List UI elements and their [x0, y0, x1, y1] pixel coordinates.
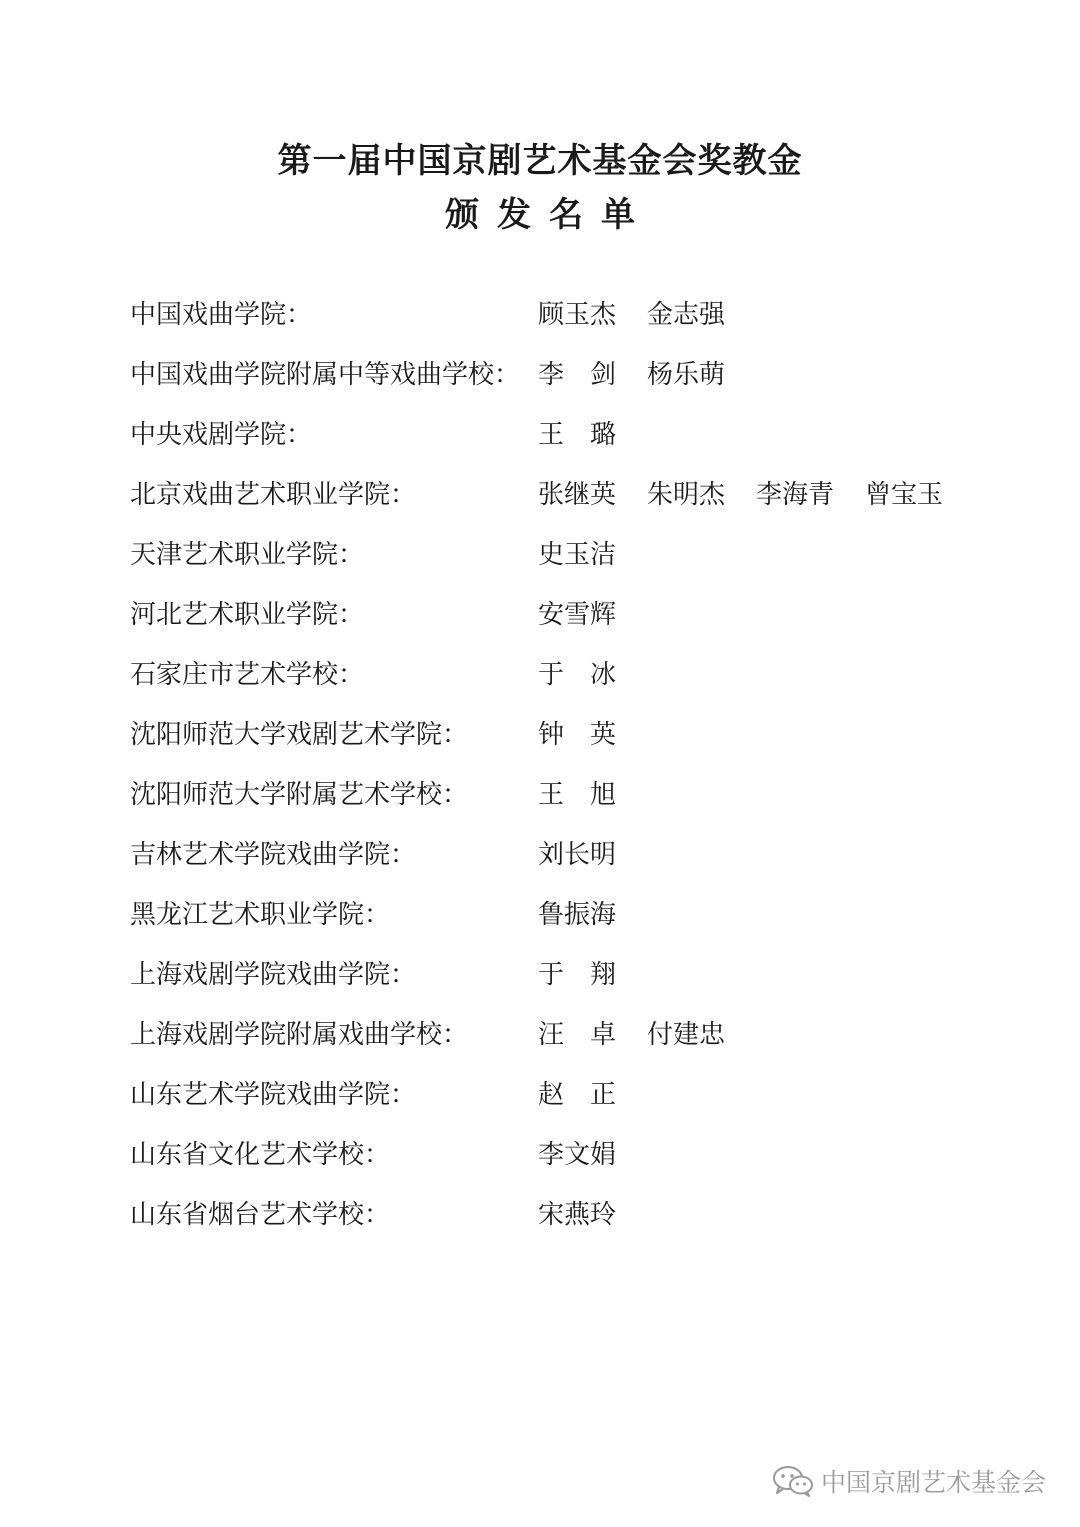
recipient-name: 钟 英: [538, 719, 617, 750]
recipient-name: 史玉洁: [538, 539, 617, 570]
school-name: 中国戏曲学院：: [130, 299, 313, 330]
recipient-names: [538, 1134, 647, 1171]
school-name: 天津艺术职业学院：: [130, 539, 365, 570]
school-name: 山东省烟台艺术学校：: [130, 1199, 391, 1230]
recipient-names: [538, 354, 756, 391]
document-title: [0, 138, 1080, 238]
recipient-names: [538, 714, 647, 751]
award-row: [130, 762, 1010, 822]
recipient-names: [538, 1074, 647, 1111]
recipient-name: 宋燕玲: [538, 1199, 617, 1230]
award-row: [130, 942, 1010, 1002]
recipient-names: [538, 594, 647, 631]
award-row: [130, 702, 1010, 762]
recipient-name: 安雪辉: [538, 599, 617, 630]
recipient-name: 汪 卓: [538, 1019, 617, 1050]
recipient-name: 于 翔: [538, 959, 617, 990]
recipient-name: 刘长明: [538, 839, 617, 870]
award-row: [130, 642, 1010, 702]
award-row: [130, 462, 1010, 522]
school-name: 吉林艺术学院戏曲学院：: [130, 839, 417, 870]
award-row: [130, 822, 1010, 882]
school-name: 山东艺术学院戏曲学院：: [130, 1079, 417, 1110]
recipient-name: 王 璐: [538, 419, 617, 450]
recipient-names: [538, 654, 647, 691]
school-name: 沈阳师范大学附属艺术学校：: [130, 779, 469, 810]
award-row: [130, 402, 1010, 462]
title-main: 第一届中国京剧艺术基金会奖教金: [277, 141, 803, 181]
recipient-names: [538, 834, 647, 871]
award-row: [130, 882, 1010, 942]
recipient-name: 于 冰: [538, 659, 617, 690]
award-row: [130, 1182, 1010, 1242]
title-subtitle: 颁发名单: [445, 195, 653, 235]
school-name: 上海戏剧学院戏曲学院：: [130, 959, 417, 990]
recipient-names: [538, 294, 756, 331]
recipient-name: 李海青: [756, 479, 835, 510]
recipient-name: 李文娟: [538, 1139, 617, 1170]
award-row: [130, 282, 1010, 342]
recipient-name: 付建忠: [647, 1019, 726, 1050]
recipient-name: 李 剑: [538, 359, 617, 390]
award-row: [130, 582, 1010, 642]
award-row: [130, 1122, 1010, 1182]
award-row: [130, 1062, 1010, 1122]
award-list: [130, 282, 1010, 1242]
recipient-name: 张继英: [538, 479, 617, 510]
school-name: 黑龙江艺术职业学院：: [130, 899, 391, 930]
school-name: 石家庄市艺术学校：: [130, 659, 365, 690]
award-row: [130, 1002, 1010, 1062]
recipient-names: [538, 1014, 756, 1051]
recipient-names: [538, 474, 974, 511]
school-name: 中国戏曲学院附属中等戏曲学校：: [130, 359, 521, 390]
award-row: [130, 342, 1010, 402]
recipient-names: [538, 774, 647, 811]
recipient-names: [538, 1194, 647, 1231]
recipient-names: [538, 534, 647, 571]
watermark-text: 中国京剧艺术基金会: [820, 1468, 1046, 1497]
school-name: 河北艺术职业学院：: [130, 599, 365, 630]
recipient-names: [538, 894, 647, 931]
recipient-name: 顾玉杰: [538, 299, 617, 330]
award-row: [130, 522, 1010, 582]
recipient-name: 金志强: [647, 299, 726, 330]
school-name: 上海戏剧学院附属戏曲学校：: [130, 1019, 469, 1050]
watermark: [771, 1463, 1046, 1499]
wechat-icon: [771, 1464, 815, 1498]
school-name: 中央戏剧学院：: [130, 419, 313, 450]
recipient-name: 曾宝玉: [865, 479, 944, 510]
recipient-name: 鲁振海: [538, 899, 617, 930]
recipient-name: 王 旭: [538, 779, 617, 810]
recipient-names: [538, 954, 647, 991]
school-name: 北京戏曲艺术职业学院：: [130, 479, 417, 510]
recipient-name: 赵 正: [538, 1079, 617, 1110]
school-name: 沈阳师范大学戏剧艺术学院：: [130, 719, 469, 750]
recipient-names: [538, 414, 647, 451]
recipient-name: 朱明杰: [647, 479, 726, 510]
recipient-name: 杨乐萌: [647, 359, 726, 390]
school-name: 山东省文化艺术学校：: [130, 1139, 391, 1170]
